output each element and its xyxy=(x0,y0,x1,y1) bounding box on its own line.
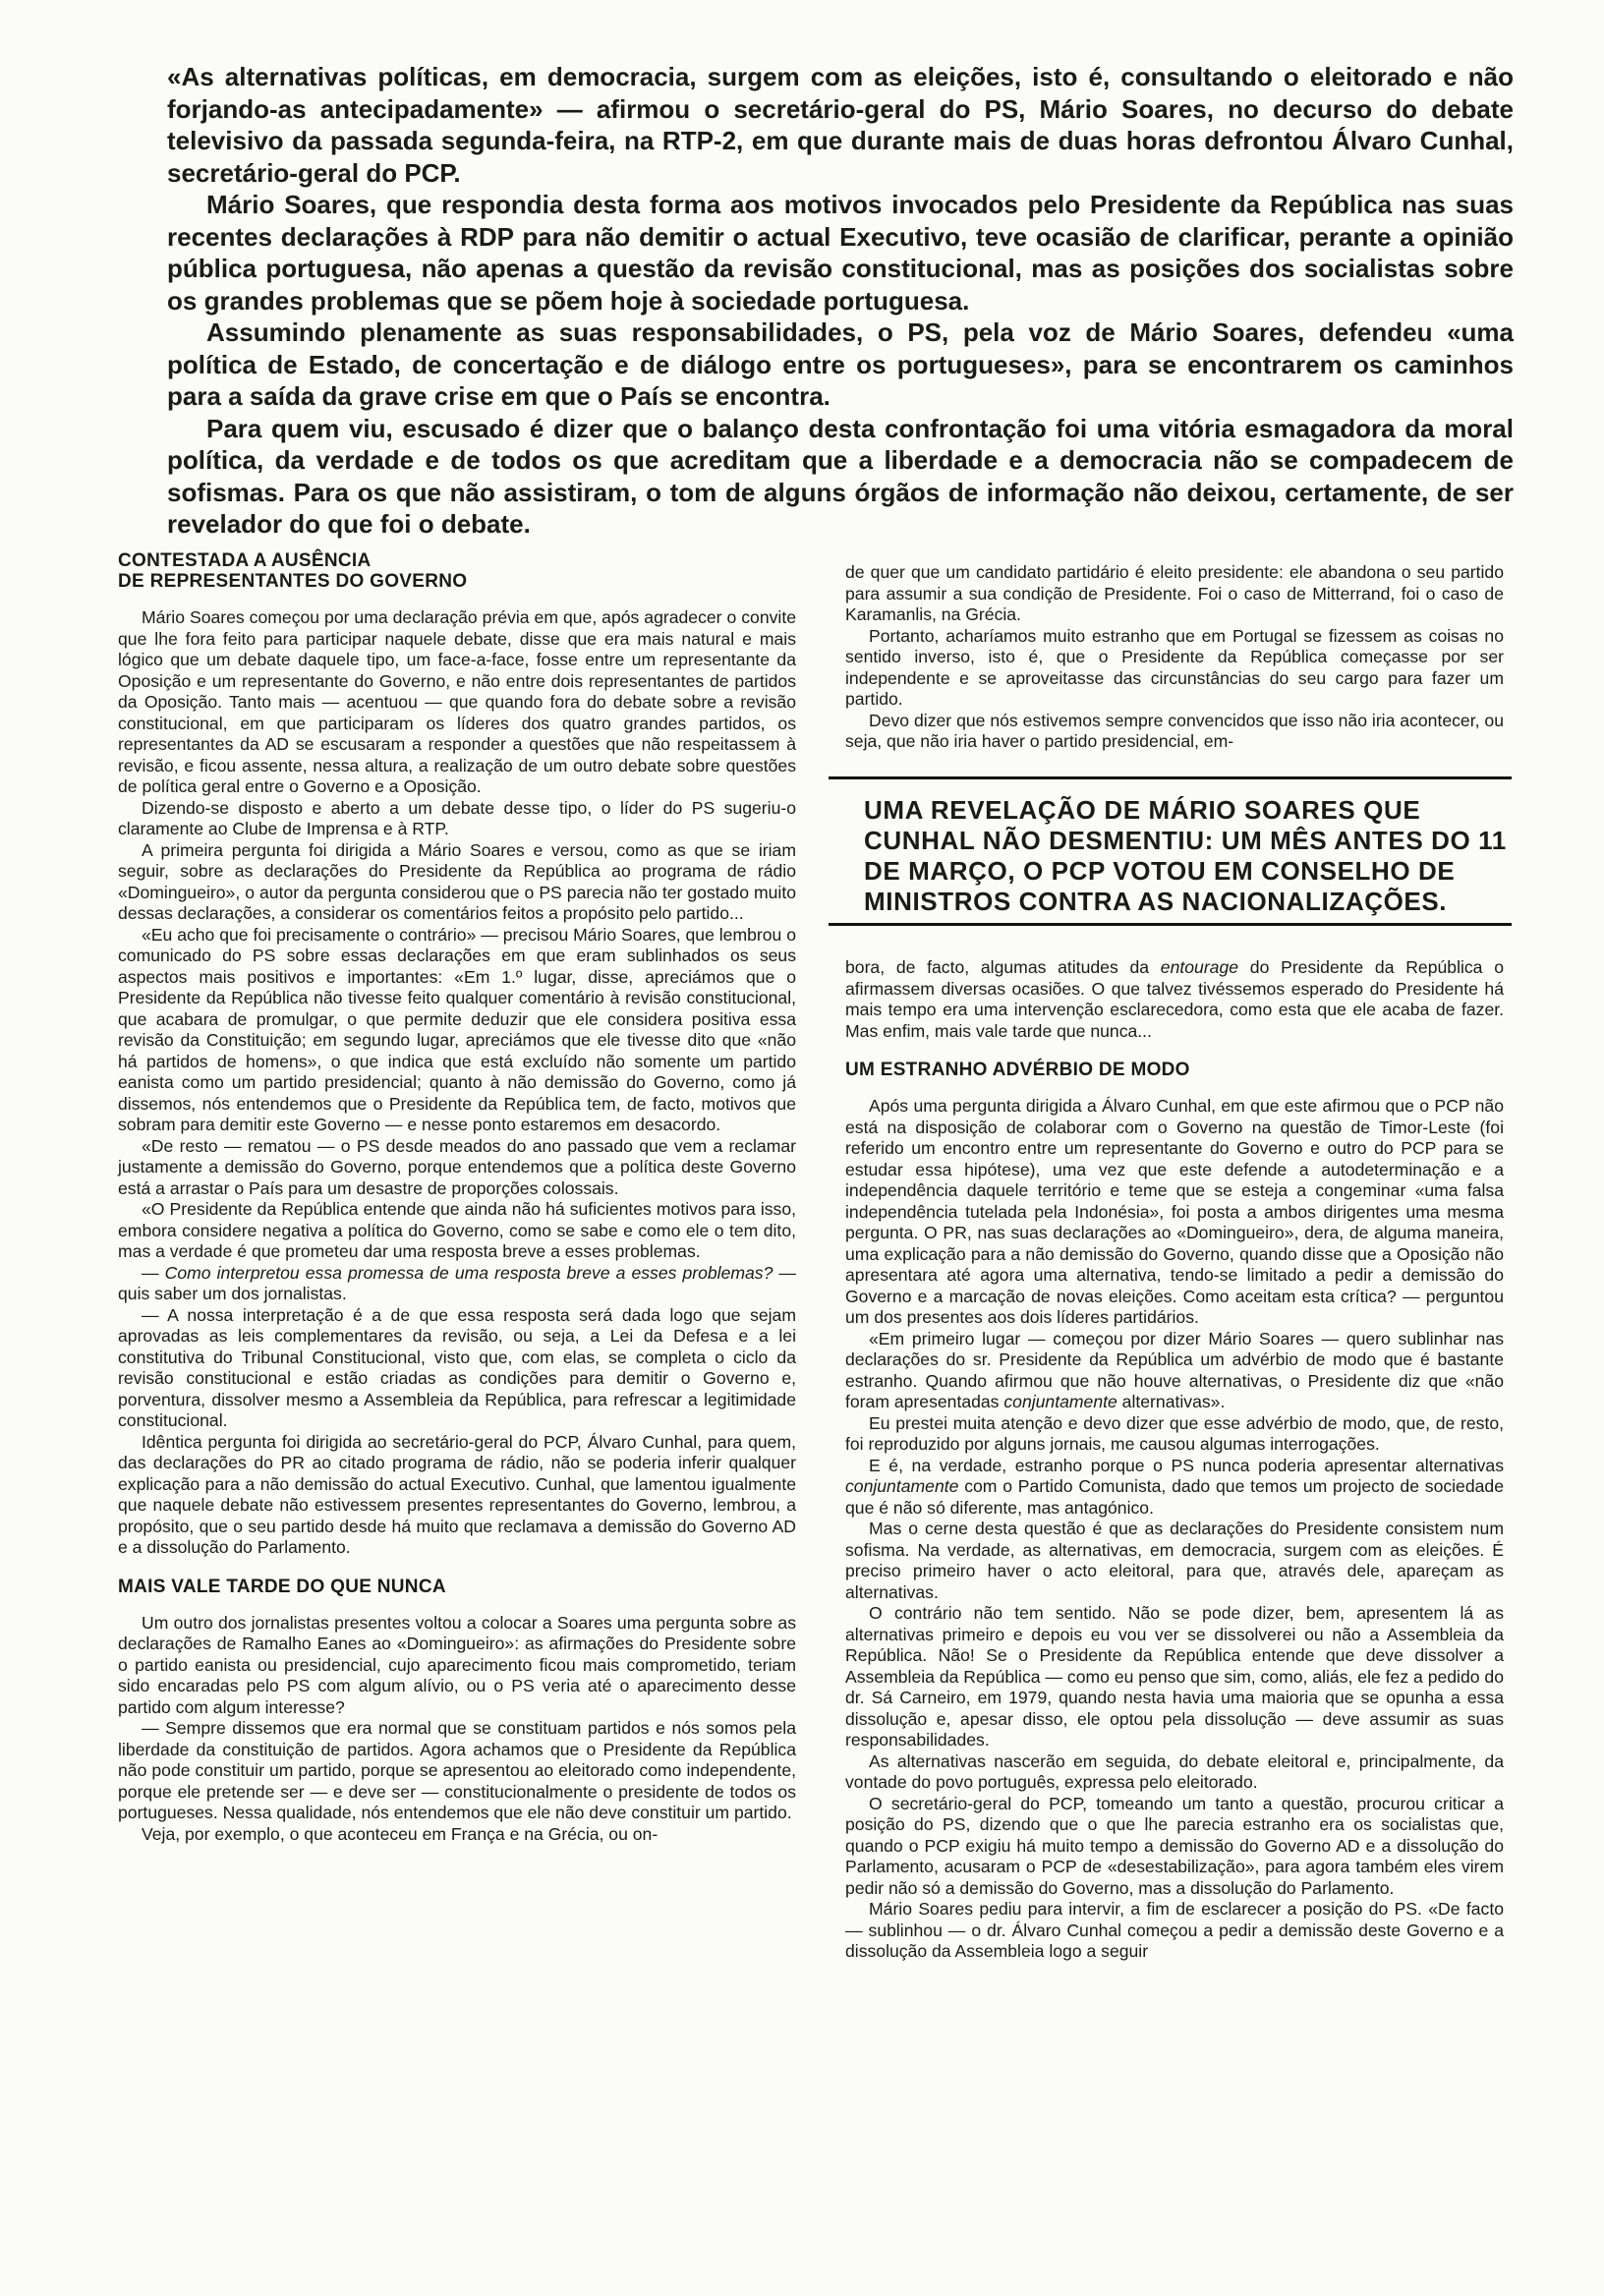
article-paragraph: Idêntica pergunta foi dirigida ao secretário-geral do PCP, Álvaro Cunhal, para quem, das declarações do PR ao citado programa de rádio, não se poderia inferir qualquer explicação para a não demissão do actual Executivo. Cunhal, que lamentou igualmente que naquele debate não estivessem presentes representantes do Governo, lembrou, a propósito, que o seu partido desde há muito que reclamava a demissão do Governo AD e a dissolução do Parlamento. xyxy=(118,1431,796,1557)
callout-box xyxy=(829,776,1512,926)
left-column xyxy=(118,550,796,1845)
lead-paragraph: Para quem viu, escusado é dizer que o balanço desta confrontação foi uma vitória esmagadora da moral política, da verdade e de todos os que acreditam que a liberdade e a democracia não se compadecem de sofismas. Para os que não assistiram, o tom de alguns órgãos de informação não deixou, certamente, de ser revelador do que foi o debate. xyxy=(167,413,1514,539)
article-paragraph: «O Presidente da República entende que ainda não há suficientes motivos para isso, embora considere negativa a política do Governo, como se sabe e como ele o tem dito, mas a verdade é que prometeu dar uma resposta breve a esses problemas. xyxy=(118,1199,796,1261)
heading-line: DE REPRESENTANTES DO GOVERNO xyxy=(118,571,468,592)
text-run: — xyxy=(142,1262,165,1283)
text-run: do Presidente da República o afirmassem diversas ocasiões. O que talvez tivéssemos esperado do Presidente há mais tempo era uma intervenção esclarecedora, como esta que ele acaba de fazer. Mas enfim, mais vale tarde que nunca... xyxy=(845,957,1504,1041)
italic-question: Como interpretou essa promessa de uma resposta breve a esses problemas? xyxy=(164,1262,773,1283)
right-column-bottom xyxy=(845,957,1504,1963)
article-paragraph: «De resto — rematou — o PS desde meados do ano passado que vem a reclamar justamente a demissão do Governo, porque entendemos que a política deste Governo está a arrastar o País para um desastre de proporções colossais. xyxy=(118,1135,796,1198)
italic-word: conjuntamente xyxy=(845,1476,959,1496)
text-run: alternativas». xyxy=(1117,1392,1226,1411)
question-paragraph xyxy=(118,1263,796,1305)
text-run: com o Partido Comunista, dado que temos um projecto de sociedade que é não só diferente, mas antagónico. xyxy=(845,1476,1504,1518)
article-paragraph: Devo dizer que nós estivemos sempre convencidos que isso não iria acontecer, ou seja, que não iria haver o partido presidencial, em- xyxy=(845,710,1504,751)
article-paragraph: «Eu acho que foi precisamente o contrário» — precisou Mário Soares, que lembrou o comunicado do PS sobre essas declarações em que eram sublinhados os seus aspectos mais positivos e importantes: «Em 1.º lugar, disse, apreciámos que o Presidente da República não tivesse feito qualquer comentário à revisão constitucional, que acabara de promulgar, o que permite deduzir que ele considera positiva essa revisão da Constituição; em segundo lugar, apreciámos que ele tivesse dito que «não há partidos de homens», o que indica que está excluído não somente um partido eanista como um partido presidencial; quanto à não demissão do Governo, como já dissemos, nós entendemos que o Presidente da República tem, de facto, motivos que sobram para demitir este Governo — e nesse ponto estaremos em desacordo. xyxy=(118,924,796,1134)
article-paragraph: Portanto, acharíamos muito estranho que em Portugal se fizessem as coisas no sentido inverso, isto é, que o Presidente da República começasse por ser independente e se aproveitasse das circunstâncias do seu cargo para fazer um partido. xyxy=(845,625,1504,709)
right-column-top xyxy=(845,562,1504,753)
heading-line: CONTESTADA A AUSÊNCIA xyxy=(118,550,372,571)
callout-text: UMA REVELAÇÃO DE MÁRIO SOARES QUE CUNHAL NÃO DESMENTIU: UM MÊS ANTES DO 11 DE MARÇO, O PCP VOTOU EM CONSELHO DE MINISTROS CONTRA AS NACIONALIZAÇÕES. xyxy=(864,795,1507,916)
text-run: — quis saber um dos jornalistas. xyxy=(118,1262,797,1303)
article-paragraph: Veja, por exemplo, o que aconteceu em França e na Grécia, ou on- xyxy=(142,1823,659,1844)
article-paragraph: — A nossa interpretação é a de que essa resposta será dada logo que sejam aprovadas as leis complementares da revisão, ou seja, a Lei da Defesa e a lei constitutiva do Tribunal Constitucional, visto que, com elas, se completa o ciclo da revisão constitucional e estão criadas as condições para demitir o Governo e, porventura, dissolver mesmo a Assembleia da República, para refrescar a legitimidade constitucional. xyxy=(118,1304,796,1430)
article-paragraph: Após uma pergunta dirigida a Álvaro Cunhal, em que este afirmou que o PCP não está na disposição de colaborar com o Governo na questão de Timor-Leste (foi referido um encontro entre um representante do Governo e outro do PCP para se estudar essa hipótese), uma vez que este defende a autodeterminação e a independência daquele território e teme que se esteja a congeminar «uma falsa independência tutelada pela Indonésia», foi posta a ambos dirigentes uma mesma pergunta. O PR, nas suas declarações ao «Domingueiro», dera, de alguma maneira, uma explicação para a não demissão do Governo, quando disse que a Oposição não apresentara até agora uma alternativa, tendo-se limitado a pedir a demissão do Governo e a marcação de novas eleições. Como aceitam esta crítica? — perguntou um dos presentes aos dois líderes partidários. xyxy=(845,1096,1504,1327)
article-paragraph: O contrário não tem sentido. Não se pode dizer, bem, apresentem lá as alternativas primeiro e depois eu vou ver se dissolverei ou não a Assembleia da República. Não! Se o Presidente da República entende que deve dissolver a Assembleia da República — como eu penso que sim, como, aliás, ele fez a pedido do dr. Sá Carneiro, em 1979, quando nesta havia uma maioria que se opunha a essa dissolução e, apesar disso, ele optou pela dissolução — deve assumir as suas responsabilidades. xyxy=(845,1603,1504,1750)
text-run: bora, de facto, algumas atitudes da xyxy=(845,957,1161,977)
lead-section xyxy=(167,61,1514,541)
article-paragraph: As alternativas nascerão em seguida, do debate eleitoral e, principalmente, da vontade do povo português, expressa pelo eleitorado. xyxy=(845,1751,1504,1792)
article-paragraph: O secretário-geral do PCP, tomeando um tanto a questão, procurou criticar a posição do PS, dizendo que o que lhe parecia estranho era os socialistas que, quando o PCP exigiu há muito tempo a demissão do Governo AD e a dissolução do Parlamento, acusaram o PCP de «desestabilização», para agora também eles virem pedir não só a demissão do Governo, mas a dissolução do Parlamento. xyxy=(845,1793,1504,1898)
text-run: E é, na verdade, estranho porque o PS nunca poderia apresentar alternativas xyxy=(869,1455,1504,1475)
article-paragraph: Mário Soares começou por uma declaração prévia em que, após agradecer o convite que lhe fora feito para participar naquele debate, disse que era mais natural e mais lógico que um debate daquele tipo, um face-a-face, fosse entre um representante da Oposição e um representante do Governo, e não entre dois representantes de partidos da Oposição. Tanto mais — acentuou — que quando fora do debate sobre a revisão constitucional, em que participaram os líderes dos quatro grandes partidos, os representantes da AD se escusaram a responder a questões que não respeitassem à revisão, e ficou assente, nessa altura, a realização de um outro debate sobre questões de política geral entre o Governo e a Oposição. xyxy=(118,607,796,796)
section-heading-adverb: UM ESTRANHO ADVÉRBIO DE MODO xyxy=(845,1060,1190,1080)
article-paragraph: Mário Soares pediu para intervir, a fim de esclarecer a posição do PS. «De facto — sublinhou — o dr. Álvaro Cunhal começou a pedir a demissão deste Governo e a dissolução da Assembleia logo a seguir xyxy=(845,1899,1504,1961)
article-paragraph: Eu prestei muita atenção e devo dizer que esse advérbio de modo, que, de resto, foi reproduzido por alguns jornais, me causou algumas interrogações. xyxy=(845,1412,1504,1454)
article-paragraph: Mas o cerne desta questão é que as declarações do Presidente consistem num sofisma. Na verdade, as alternativas, em democracia, surgem com as eleições. É preciso primeiro haver o acto eleitoral, para que, através dele, apareçam as alternativas. xyxy=(845,1519,1504,1602)
text-run: «Em primeiro lugar — começou por dizer Mário Soares — quero sublinhar nas declarações do sr. Presidente da República um advérbio de modo que é bastante estranho. Quando afirmou que não houve alternativas, o Presidente diz que «não foram apresentadas xyxy=(845,1328,1504,1411)
section-heading-better-late: MAIS VALE TARDE DO QUE NUNCA xyxy=(118,1576,446,1597)
article-paragraph: — Sempre dissemos que era normal que se constituam partidos e nós somos pela liberdade da constituição de partidos. Agora achamos que o Presidente da República não pode constituir um partido, porque se apresentou ao eleitorado como independente, porque ele pretende ser — e deve ser — constitucionalmente o presidente de todos os portugueses. Nessa qualidade, nós entendemos que ele não deve constituir um partido. xyxy=(118,1718,796,1822)
article-paragraph: de quer que um candidato partidário é eleito presidente: ele abandona o seu partido para assumir a sua condição de Presidente. Foi o caso de Mitterrand, foi o caso de Karamanlis, na Grécia. xyxy=(845,562,1504,624)
section-heading-absence xyxy=(118,550,796,592)
article-paragraph xyxy=(845,957,1504,1042)
lead-paragraph: Mário Soares, que respondia desta forma aos motivos invocados pelo Presidente da República nas suas recentes declarações à RDP para não demitir o actual Executivo, teve ocasião de clarificar, perante a opinião pública portuguesa, não apenas a questão da revisão constitucional, mas as posições dos socialistas sobre os grandes problemas que se põem hoje à sociedade portuguesa. xyxy=(167,190,1514,316)
article-paragraph: A primeira pergunta foi dirigida a Mário Soares e versou, como as que se iriam seguir, sobre as declarações do Presidente da República ao programa de rádio «Domingueiro», o autor da pergunta considerou que o PS parecia não ter gostado muito dessas declarações, a considerar os comentários feitos a propósito pelo partido... xyxy=(118,839,796,923)
lead-paragraph: Assumindo plenamente as suas responsabilidades, o PS, pela voz de Mário Soares, defendeu «uma política de Estado, de concertação e de diálogo entre os portugueses», para se encontrarem os caminhos para a saída da grave crise em que o País se encontra. xyxy=(167,317,1514,411)
italic-word: entourage xyxy=(1160,957,1239,977)
lead-paragraph: «As alternativas políticas, em democracia, surgem com as eleições, isto é, consultando o eleitorado e não forjando-as antecipadamente» — afirmou o secretário-geral do PS, Mário Soares, no decurso do debate televisivo da passada segunda-feira, na RTP-2, em que durante mais de duas horas defrontou Álvaro Cunhal, secretário-geral do PCP. xyxy=(167,62,1514,188)
article-paragraph: Um outro dos jornalistas presentes voltou a colocar a Soares uma pergunta sobre as declarações de Ramalho Eanes ao «Domingueiro»: as afirmações do Presidente sobre o partido eanista ou presidencial, cujo aparecimento ficou mais comprometido, teriam sido encaradas pelo PS com algum alívio, ou o PS veria até o aparecimento desse partido com algum interesse? xyxy=(118,1612,796,1717)
italic-word: conjuntamente xyxy=(1003,1392,1117,1411)
article-paragraph xyxy=(845,1329,1504,1413)
article-paragraph: Dizendo-se disposto e aberto a um debate desse tipo, o líder do PS sugeriu-o claramente ao Clube de Imprensa e à RTP. xyxy=(118,797,796,838)
article-paragraph xyxy=(845,1456,1504,1520)
